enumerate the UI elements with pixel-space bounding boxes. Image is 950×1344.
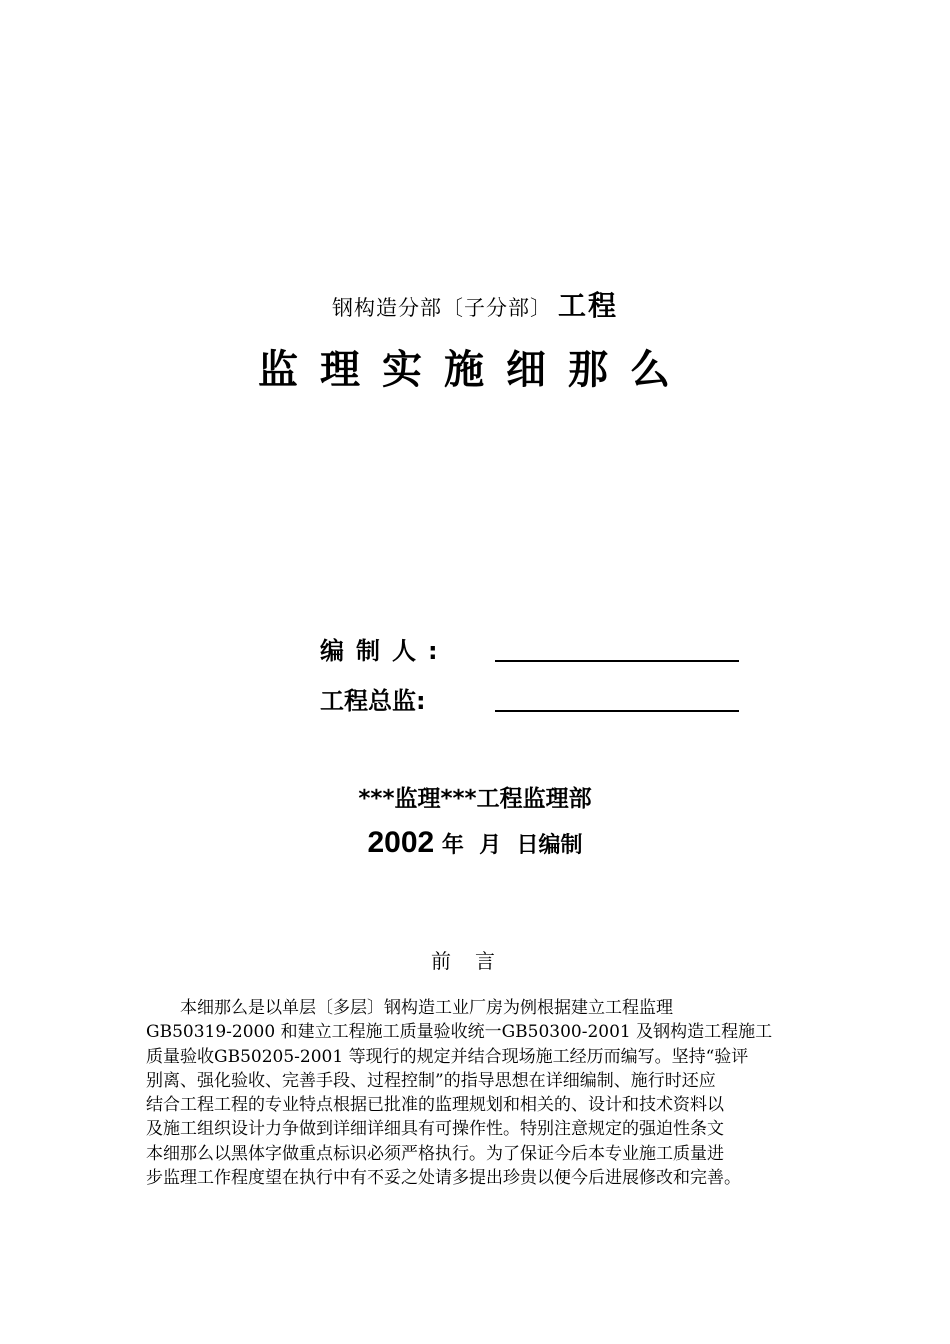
preface-line: 质量验收GB50205-2001 等现行的规定并结合现场施工经历而编写。坚持“验评 (146, 1046, 749, 1067)
preface-line: 及施工组织设计力争做到详细详细具有可操作性。特别注意规定的强迫性条文 (146, 1119, 724, 1140)
preface-line: 步监理工作程度望在执行中有不妥之处请多提出珍贵以便今后进展修改和完善。 (146, 1168, 741, 1189)
preface-line: 结合工程工程的专业特点根据已批准的监理规划和相关的、设计和技术资料以 (146, 1095, 724, 1116)
preface-body (146, 996, 816, 1190)
compiler-row (320, 630, 739, 666)
cover-subtitle-division: 钢构造分部〔子分部〕 (331, 296, 552, 320)
cover-subtitle (0, 284, 950, 324)
preface-title: 前言 (431, 949, 519, 973)
chief-signature-line (495, 684, 739, 712)
preface-line: 本细那么是以单层〔多层〕钢构造工业厂房为例根据建立工程监理 (180, 998, 673, 1018)
preface-line: GB50319-2000 和建立工程施工质量验收统一GB50300-2001 及钢构造工程施工 (146, 1022, 773, 1043)
cover-title: 监理实施细那么 (258, 347, 692, 393)
preface-line: 别离、强化验收、完善手段、过程控制”的指导思想在详细编制、施行时还应 (146, 1070, 716, 1091)
organization-name: ***监理***工程监理部 (358, 786, 592, 812)
chief-row (320, 680, 739, 716)
compile-year: 2002 (367, 826, 435, 859)
compile-date-rest: 年 月 日编制 (434, 833, 583, 858)
compile-date (0, 826, 950, 860)
compiler-label: 编制人: (320, 637, 450, 665)
chief-label: 工程总监: (320, 687, 426, 715)
cover-subtitle-project: 工程 (557, 289, 618, 322)
compiler-signature-line (495, 634, 739, 662)
preface-line: 本细那么以黑体字做重点标识必须严格执行。为了保证今后本专业施工质量进 (146, 1143, 724, 1164)
